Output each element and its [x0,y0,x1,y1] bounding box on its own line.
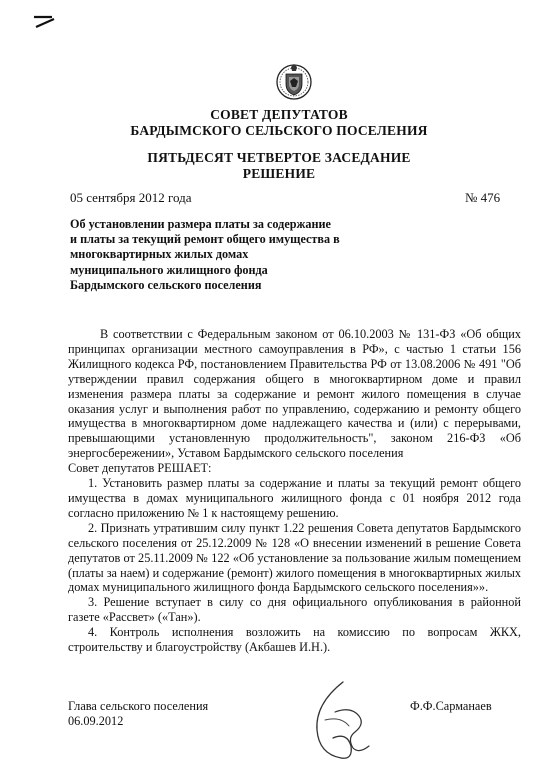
document-body [68,327,521,655]
signatory-block [68,699,208,729]
resolves-heading: Совет депутатов РЕШАЕТ: [68,461,212,476]
document-type: РЕШЕНИЕ [242,166,316,181]
resolution-item-1: 1. Установить размер платы за содержание и платы за текущий ремонт общего имущества в домах муниципального жилищного фонда с 01 ноября 2012 года согласно приложению № 1 к настоящему решению. [68,476,521,520]
signature-date: 06.09.2012 [68,714,124,728]
document-number: № 476 [465,190,501,205]
org-name-line2: БАРДЫМСКОГО СЕЛЬСКОГО ПОСЕЛЕНИЯ [130,123,428,138]
preamble-paragraph: В соответствии с Федеральным законом от 06.10.2003 № 131-ФЗ «Об общих принципах организации местного самоуправления в РФ», с частью 1 статьи 156 Жилищного кодекса РФ, постановлением Правительства РФ от 13.08.2006 № 491 "Об утверждении правил содержания общего в многоквартирном доме и правил изменения размера платы за содержание и ремонт жилого помещения в случае оказания услуг и выполнения работ по управлению, содержанию и ремонту общего имущества в многоквартирном доме надлежащего качества и (или) с перерывами, превышающими установленную продолжительность", законом 216-ФЗ «Об энергосбережении», Уставом Бардымского сельского поселения [68,327,521,461]
corner-mark-icon [32,14,56,30]
document-subject: Об установлении размера платы за содержание и платы за текущий ремонт общего имущества в многоквартирных жилых домах муниципального жилищного фонда Бардымского сельского поселения [70,217,340,292]
document-date: 05 сентября 2012 года [70,190,192,205]
resolution-item-3: 3. Решение вступает в силу со дня официального опубликования в районной газете «Рассвет» («Тан»). [68,595,521,625]
coat-of-arms-icon [275,62,313,102]
org-name-line1: СОВЕТ ДЕПУТАТОВ [210,107,348,122]
session-title: ПЯТЬДЕСЯТ ЧЕТВЕРТОЕ ЗАСЕДАНИЕ [147,150,411,165]
signatory-position: Глава сельского поселения [68,699,209,713]
resolution-item-2: 2. Признать утратившим силу пункт 1.22 решения Совета депутатов Бардымского сельского поселения от 25.12.2009 № 128 «О внесении изменений в решение Совета депутатов от 25.11.2009 № 122 «Об установление за пользование жилым помещением (платы за наем) и содержание (ремонт) жилого помещения в многоквартирных жилых домах муниципального жилищного фонда Бардымского сельского поселения»». [68,520,521,595]
resolution-item-4: 4. Контроль исполнения возложить на комиссию по вопросам ЖКХ, строительству и благоустройству (Акбашев И.Н.). [68,625,521,655]
signatory-name: Ф.Ф.Сарманаев [410,699,492,713]
handwritten-signature-icon [295,676,385,762]
